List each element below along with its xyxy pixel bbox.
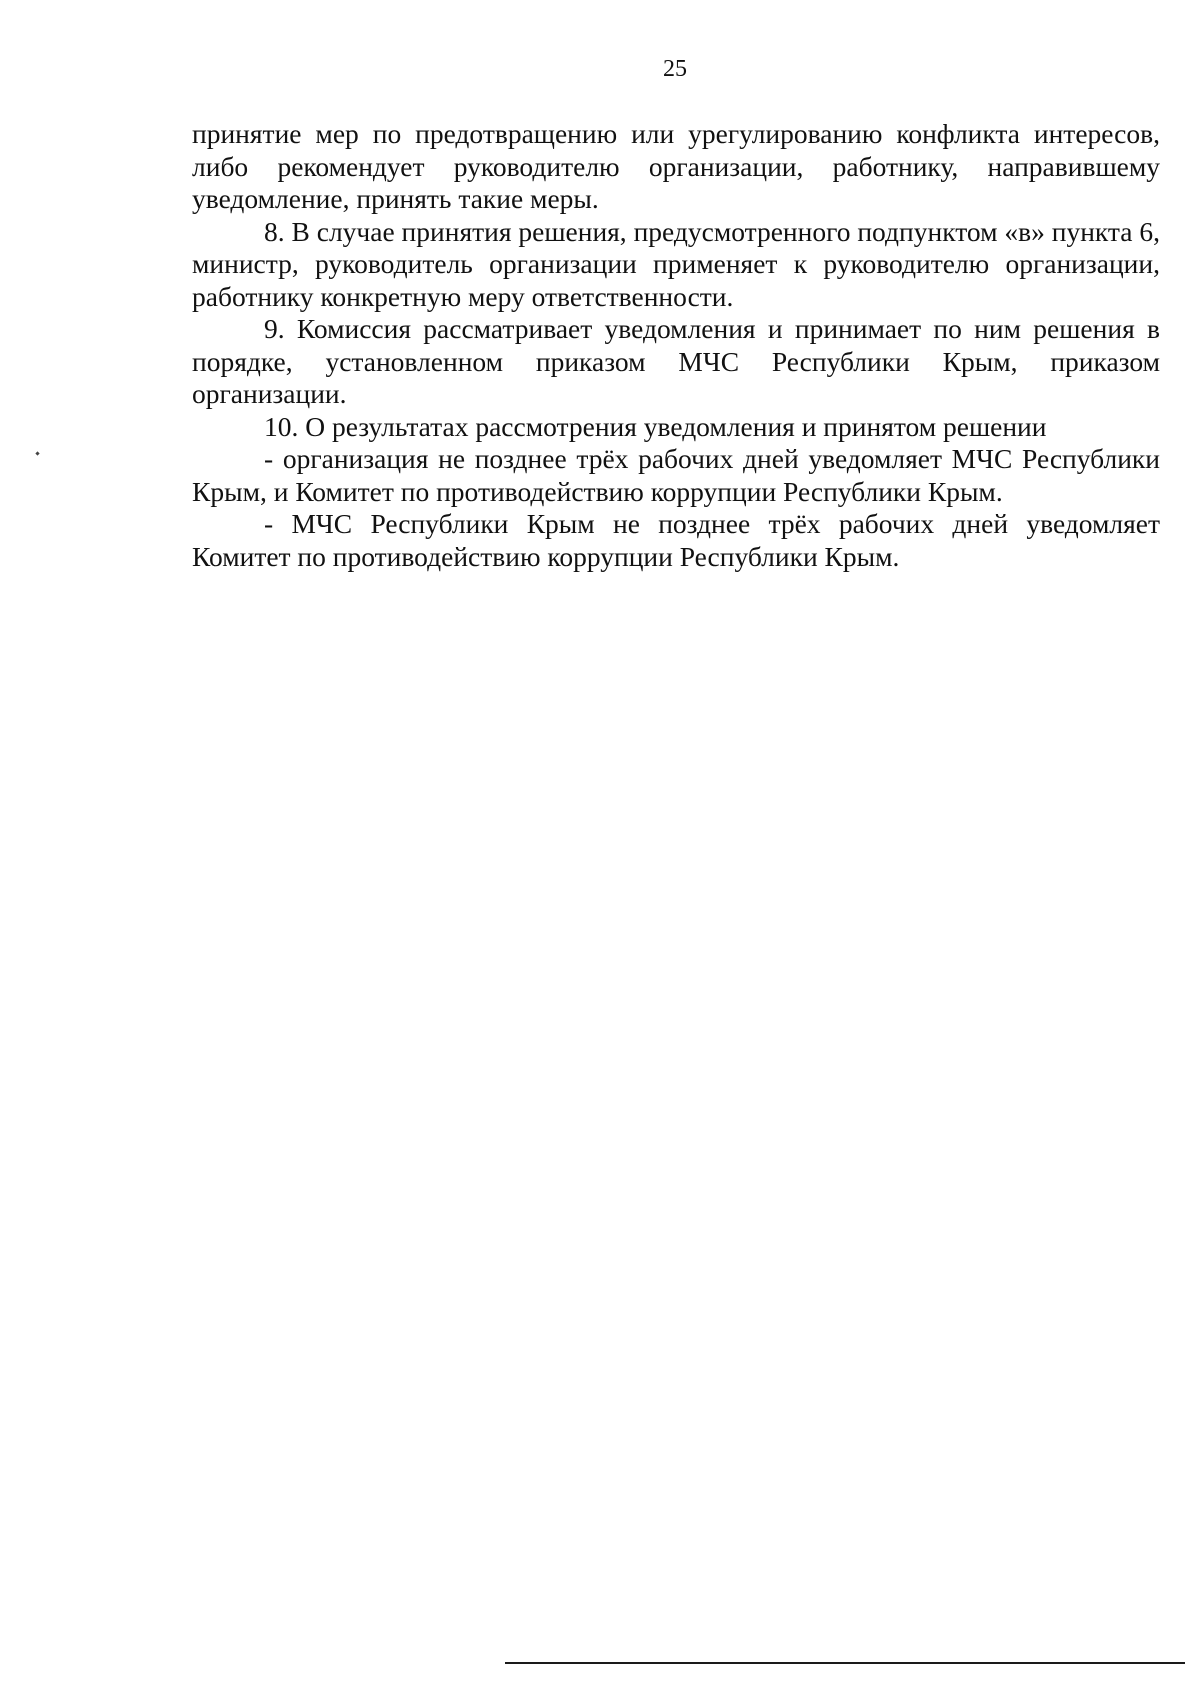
document-body — [192, 118, 1160, 573]
bottom-rule — [505, 1662, 1185, 1664]
paragraph-continuation: принятие мер по предотвращению или урегулированию конфликта интересов, либо рекомендует руководителю организации, работнику, направившему уведомление, принять такие меры. — [192, 118, 1160, 214]
paragraph-item-8: 8. В случае принятия решения, предусмотренного подпунктом «в» пункта 6, министр, руководитель организации применяет к руководителю организации, работнику конкретную меру ответственности. — [192, 215, 1160, 312]
paragraph-item-10-ministry: - МЧС Республики Крым не позднее трёх рабочих дней уведомляет Комитет по противодействию коррупции Республики Крым. — [192, 508, 1160, 572]
paragraph-item-9: 9. Комиссия рассматривает уведомления и принимает по ним решения в порядке, установленном приказом МЧС Республики Крым, приказом организации. — [192, 313, 1160, 409]
scan-speck — [35, 451, 39, 455]
page-number: 25 — [663, 56, 687, 82]
paragraph-item-10: 10. О результатах рассмотрения уведомления и принятом решении — [264, 410, 1047, 442]
paragraph-item-10-organization: - организация не позднее трёх рабочих дней уведомляет МЧС Республики Крым, и Комитет по противодействию коррупции Республики Крым. — [192, 443, 1160, 507]
